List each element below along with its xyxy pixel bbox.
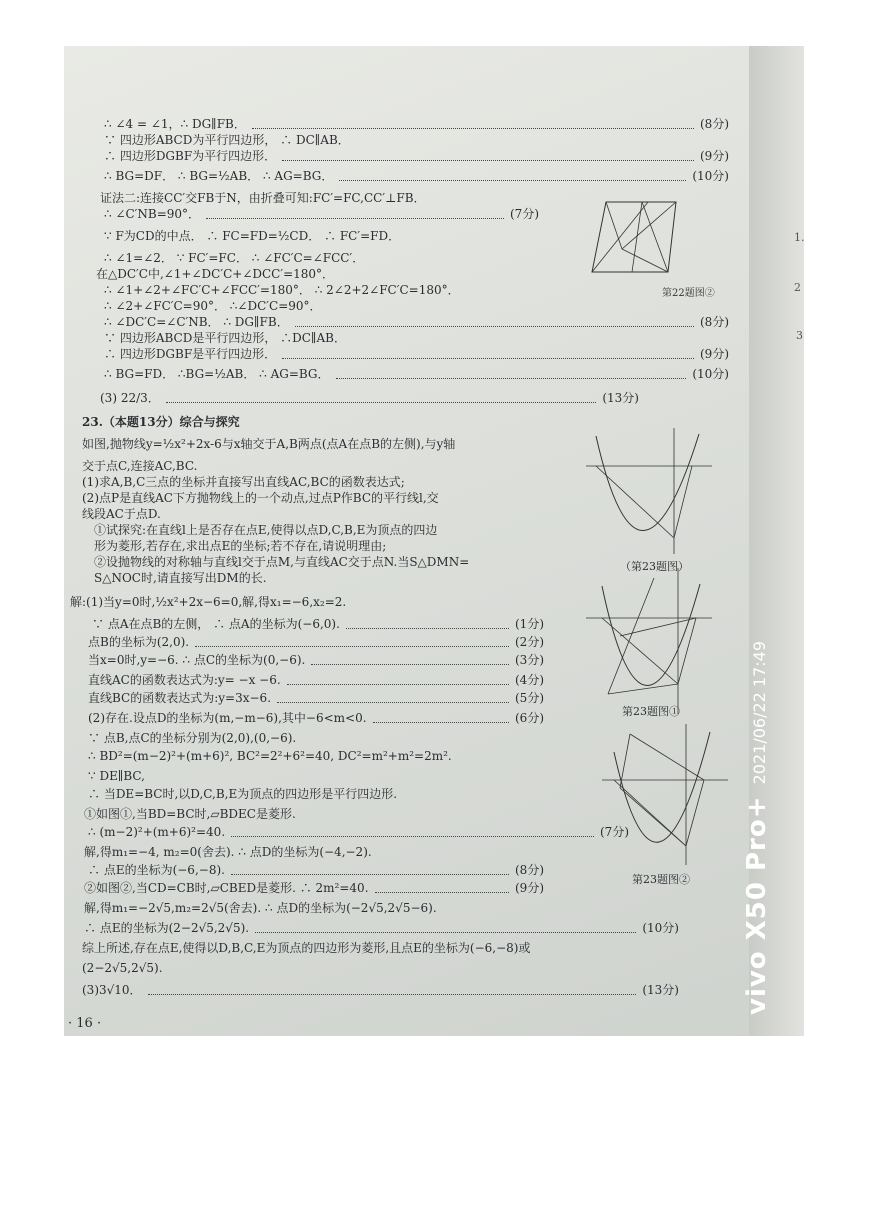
solution-line — [88, 748, 452, 764]
solution-line — [94, 522, 437, 538]
solution-line — [94, 538, 386, 554]
score-label: (8分) — [700, 117, 729, 131]
score-label: (1分) — [515, 617, 544, 631]
solution-line — [104, 132, 350, 148]
score-label: (10分) — [692, 367, 729, 381]
leader-dots — [166, 394, 596, 403]
solution-line — [88, 786, 397, 802]
solution-line — [84, 844, 372, 860]
solution-line — [104, 330, 346, 346]
line-text: ∴ ∠4 = ∠1，∴ DG∥FB． — [104, 117, 246, 131]
line-text: ∴ ∠1=∠2． ∵ FC′=FC． ∴ ∠FC′C=∠FCC′． — [104, 251, 365, 265]
solution-line — [82, 414, 240, 430]
solution-line — [104, 206, 200, 222]
line-text: ①如图①,当BD=BC时,▱BDEC是菱形. — [84, 807, 296, 821]
score-label: (9分) — [700, 149, 729, 163]
leader-dots — [231, 828, 594, 837]
line-text: 点B的坐标为(2,0). — [88, 635, 190, 649]
svg-text:第22题图②: 第22题图② — [662, 288, 715, 299]
figure-23-parabola — [584, 426, 714, 556]
line-text: 交于点C,连接AC,BC. — [82, 459, 198, 473]
figure-23-1-diagram — [584, 566, 714, 716]
solution-line — [104, 116, 246, 132]
line-text: S△NOC时,请直接写出DM的长. — [94, 571, 267, 585]
figure-22-diagram — [572, 194, 715, 304]
score-label: (13分) — [642, 983, 679, 997]
leader-dots — [195, 638, 509, 647]
line-text: ①试探究:在直线l上是否存在点E,使得以点D,C,B,E为顶点的四边 — [94, 523, 438, 537]
solution-line — [82, 490, 439, 506]
leader-dots — [277, 694, 509, 703]
line-text: 线段AC于点D. — [82, 507, 161, 521]
leader-dots — [373, 714, 509, 723]
solution-line — [88, 730, 296, 746]
line-text: ∴ BG=DF． ∴ BG=½AB． ∴ AG=BG． — [104, 169, 334, 183]
line-text: (1)求A,B,C三点的坐标并直接写出直线AC,BC的函数表达式; — [82, 475, 405, 489]
figure-23-caption: （第23题图） — [620, 560, 689, 573]
line-text: ∴ ∠DC′C=∠C′NB． ∴ DG∥FB． — [104, 315, 289, 329]
solution-line — [82, 940, 531, 956]
solution-line — [82, 960, 163, 976]
leader-dots — [148, 986, 636, 995]
score-label: (3分) — [515, 653, 544, 667]
figure-23-2-caption: 第23题图② — [632, 873, 690, 886]
solution-line — [88, 862, 225, 878]
line-text: ∴ 点E的坐标为(−6,−8). — [88, 863, 225, 877]
line-text: ∵ 点B,点C的坐标分别为(2,0),(0,−6). — [88, 731, 297, 745]
score-label: (8分) — [700, 315, 729, 329]
solution-line — [84, 806, 296, 822]
score-label: (7分) — [510, 207, 539, 221]
solution-line — [70, 594, 346, 610]
solution-line — [84, 920, 249, 936]
leader-dots — [206, 210, 504, 219]
line-text: ∴ 四边形DGBF是平行四边形． — [104, 347, 277, 361]
line-text: ∴ BG=FD． ∴BG=½AB． ∴ AG=BG． — [104, 367, 330, 381]
line-text: 证法二:连接CC′交FB于N，由折叠可知:FC′=FC,CC′⊥FB． — [100, 191, 426, 205]
score-label: (2分) — [515, 635, 544, 649]
line-text: (2)点P是直线AC下方抛物线上的一个动点,过点P作BC的平行线l,交 — [82, 491, 439, 505]
leader-dots — [311, 656, 509, 665]
solution-line — [104, 346, 276, 362]
leader-dots — [339, 172, 686, 181]
solution-line — [82, 982, 142, 998]
leader-dots — [346, 620, 509, 629]
solution-line — [104, 168, 333, 184]
line-text: 23.（本题13分）综合与探究 — [82, 415, 240, 429]
line-text: ∴ ∠C′NB=90°． — [104, 207, 201, 221]
score-label: (8分) — [515, 863, 544, 877]
score-label: (4分) — [515, 673, 544, 687]
leader-dots — [231, 866, 509, 875]
photo-frame: 1. 2 3 ∴ ∠4 = ∠1，∴ DG∥FB． (8分) ∵ 四边形ABCD为平行四边形， ∴ DC∥AB． ∴ 四边形DGBF为平行四边形． (9分) ∴ BG=DF． ∴ BG=½AB． ∴ AG=BG． (10分) 证法二:连接CC′交FB于N，由折叠可知:FC′=FC,CC′⊥FB． ∴ ∠C′NB=90°． (7分) ∵ F为CD的中点． ∴ FC=FD=½CD． ∴ FC′=FD． ∴ ∠1=∠2． ∵ FC′=FC． ∴ ∠FC′C=∠FCC′． 在△DC′C中,∠1+∠DC′C+∠DCC′=180°． ∴ ∠1+∠2+∠FC′C+∠FCC′=180°． ∴ 2∠2+2∠FC′C=180°． ∴ ∠2+∠FC′C=90°． ∴∠DC′C=90°． ∴ ∠DC′C=∠C′NB． ∴ DG∥FB． (8分) ∵ 四边形ABCD是平行四边形， ∴DC∥AB． ∴ 四边形DGBF是平行四边形． (9分) ∴ BG=FD． ∴BG=½AB． ∴ AG=BG． (10分) (3) 22/3． (13分) 23.（本题13分）综合与探究 如图,抛物线y=½x²+2x-6与x轴交于A,B两点(点A在点B的左侧),与y轴 交于点C,连接AC,BC. (1)求A,B,C三点的坐标并直接写出直线AC,BC的函数表达式; (2)点P是直线AC下方抛物线上的一个动点,过点P作BC的平行线l,交 线段AC于点D. ①试探究:在直线l上是否存在点E,使得以点D,C,B,E为顶点的四边 形为菱形,若存在,求出点E的坐标;若不存在,请说明理由; ②设抛物线的对称轴与直线l交于点M,与直线AC交于点N.当S△DMN= S△NOC时,请直接写出DM的长. 解:(1)当y=0时,½x²+2x−6=0,解,得x₁=−6,x₂=2. ∵ 点A在点B的左侧， ∴ 点A的坐标为(−6,0). (1分) 点B的坐标为(2,0). (2分) 当x=0时,y=−6. ∴ 点C的坐标为(0,−6). (3分) 直线AC的函数表达式为:y= −x −6. (4分) 直线BC的函数表达式为:y=3x−6. (5分) (2)存在.设点D的坐标为(m,−m−6),其中−6<m<0. (6分) ∵ 点B,点C的坐标分别为(2,0),(0,−6). ∴ BD²=(m−2)²+(m+6)², BC²=2²+6²=40, DC²=m²+m²=2m². ∵ DE∥BC, ∴ 当DE=BC时,以D,C,B,E为顶点的四边形是平行四边形. ①如图①,当BD=BC时,▱BDEC是菱形. ∴ (m−2)²+(m+6)²=40. (7分) 解,得m₁=−4, m₂=0(舍去). ∴ 点D的坐标为(−4,−2). ∴ 点E的坐标为(−6,−8). (8分) ②如图②,当CD=CB时,▱CBED是菱形. ∴ 2m²=40. (9分) 解,得m₁=−2√5,m₂=2√5(舍去). ∴ 点D的坐标为(−2√5,2√5−6). ∴ 点E的坐标为(2−2√5,2√5). (10分) 综上所述,存在点E,使得以D,B,C,E为顶点的四边形为菱形,且点E的坐标为(−6,−8)或 (2−2√5,2√5). (3)3√10． (13分) 第22题图② （第23题图） 第23题图① 第23题图② — [64, 46, 804, 1036]
score-label: (9分) — [700, 347, 729, 361]
solution-line — [88, 710, 367, 726]
solution-line — [104, 366, 330, 382]
line-text: 当x=0时,y=−6. ∴ 点C的坐标为(0,−6). — [88, 653, 306, 667]
line-text: (3) 22/3． — [100, 391, 160, 405]
solution-line — [100, 390, 160, 406]
line-text: 解,得m₁=−2√5,m₂=2√5(舍去). ∴ 点D的坐标为(−2√5,2√5−6). — [84, 901, 437, 915]
line-text: ∴ ∠2+∠FC′C=90°． ∴∠DC′C=90°． — [104, 299, 322, 313]
solution-line — [94, 570, 267, 586]
line-text: ∴ 点E的坐标为(2−2√5,2√5). — [84, 921, 250, 935]
solution-line — [104, 298, 322, 314]
solution-line — [88, 690, 271, 706]
solution-line — [96, 266, 334, 282]
leader-dots — [255, 924, 636, 933]
line-text: ∵ DE∥BC, — [88, 769, 145, 783]
solution-line — [104, 148, 276, 164]
line-text: 形为菱形,若存在,求出点E的坐标;若不存在,请说明理由; — [94, 539, 387, 553]
score-label: (9分) — [515, 881, 544, 895]
solution-line — [104, 228, 400, 244]
line-text: ∵ 点A在点B的左侧， ∴ 点A的坐标为(−6,0). — [92, 617, 340, 631]
solution-line — [88, 768, 145, 784]
score-label: (5分) — [515, 691, 544, 705]
line-text: 直线AC的函数表达式为:y= −x −6. — [88, 673, 281, 687]
solution-line — [84, 880, 369, 896]
line-text: ∴ BD²=(m−2)²+(m+6)², BC²=2²+6²=40, DC²=m²+m²=2m². — [88, 749, 452, 763]
line-text: 如图,抛物线y=½x²+2x-6与x轴交于A,B两点(点A在点B的左侧),与y轴 — [82, 437, 456, 451]
line-text: ∴ 四边形DGBF为平行四边形． — [104, 149, 277, 163]
solution-line — [94, 554, 469, 570]
line-text: (2−2√5,2√5). — [82, 961, 163, 975]
line-text: ∵ F为CD的中点． ∴ FC=FD=½CD． ∴ FC′=FD． — [104, 229, 401, 243]
solution-line — [104, 250, 364, 266]
camera-brand: vivo X50 Pro+ — [742, 795, 772, 1015]
line-text: ∴ ∠1+∠2+∠FC′C+∠FCC′=180°． ∴ 2∠2+2∠FC′C=180°． — [104, 283, 460, 297]
leader-dots — [252, 120, 694, 129]
camera-watermark — [742, 641, 772, 1015]
line-text: (3)3√10． — [82, 983, 142, 997]
score-label: (13分) — [602, 391, 639, 405]
line-text: 解,得m₁=−4, m₂=0(舍去). ∴ 点D的坐标为(−4,−2). — [84, 845, 372, 859]
leader-dots — [336, 370, 686, 379]
leader-dots — [282, 350, 694, 359]
score-label: (10分) — [692, 169, 729, 183]
figure-23-2-diagram — [600, 722, 730, 867]
page-number: · 16 · — [68, 1016, 102, 1031]
solution-line — [84, 900, 437, 916]
solution-line — [82, 506, 161, 522]
line-text: 在△DC′C中,∠1+∠DC′C+∠DCC′=180°． — [96, 267, 335, 281]
figure-23-1-caption: 第23题图① — [622, 705, 680, 718]
solution-line — [88, 672, 281, 688]
solution-line — [88, 634, 189, 650]
line-text: 综上所述,存在点E,使得以D,B,C,E为顶点的四边形为菱形,且点E的坐标为(−6,−8)或 — [82, 941, 531, 955]
line-text: 直线BC的函数表达式为:y=3x−6. — [88, 691, 272, 705]
leader-dots — [282, 152, 694, 161]
solution-line — [104, 314, 289, 330]
solution-line — [82, 436, 455, 452]
leader-dots — [295, 318, 694, 327]
score-label: (6分) — [515, 711, 544, 725]
line-text: ②设抛物线的对称轴与直线l交于点M,与直线AC交于点N.当S△DMN= — [94, 555, 470, 569]
solution-line — [92, 616, 340, 632]
capture-date: 2021/06/22 17:49 — [750, 640, 769, 785]
line-text: ∵ 四边形ABCD为平行四边形， ∴ DC∥AB． — [104, 133, 350, 147]
leader-dots — [375, 884, 509, 893]
score-label: (10分) — [642, 921, 679, 935]
line-text: ∴ (m−2)²+(m+6)²=40. — [88, 825, 226, 839]
line-text: (2)存在.设点D的坐标为(m,−m−6),其中−6<m<0. — [88, 711, 367, 725]
line-text: ②如图②,当CD=CB时,▱CBED是菱形. ∴ 2m²=40. — [84, 881, 369, 895]
solution-line — [82, 474, 405, 490]
solution-line — [104, 282, 460, 298]
solution-line — [82, 458, 197, 474]
leader-dots — [287, 676, 509, 685]
line-text: ∵ 四边形ABCD是平行四边形， ∴DC∥AB． — [104, 331, 346, 345]
solution-line — [100, 190, 426, 206]
solution-line — [88, 652, 305, 668]
line-text: 解:(1)当y=0时,½x²+2x−6=0,解,得x₁=−6,x₂=2. — [70, 595, 347, 609]
solution-line — [88, 824, 225, 840]
score-label: (7分) — [600, 825, 629, 839]
line-text: ∴ 当DE=BC时,以D,C,B,E为顶点的四边形是平行四边形. — [88, 787, 398, 801]
